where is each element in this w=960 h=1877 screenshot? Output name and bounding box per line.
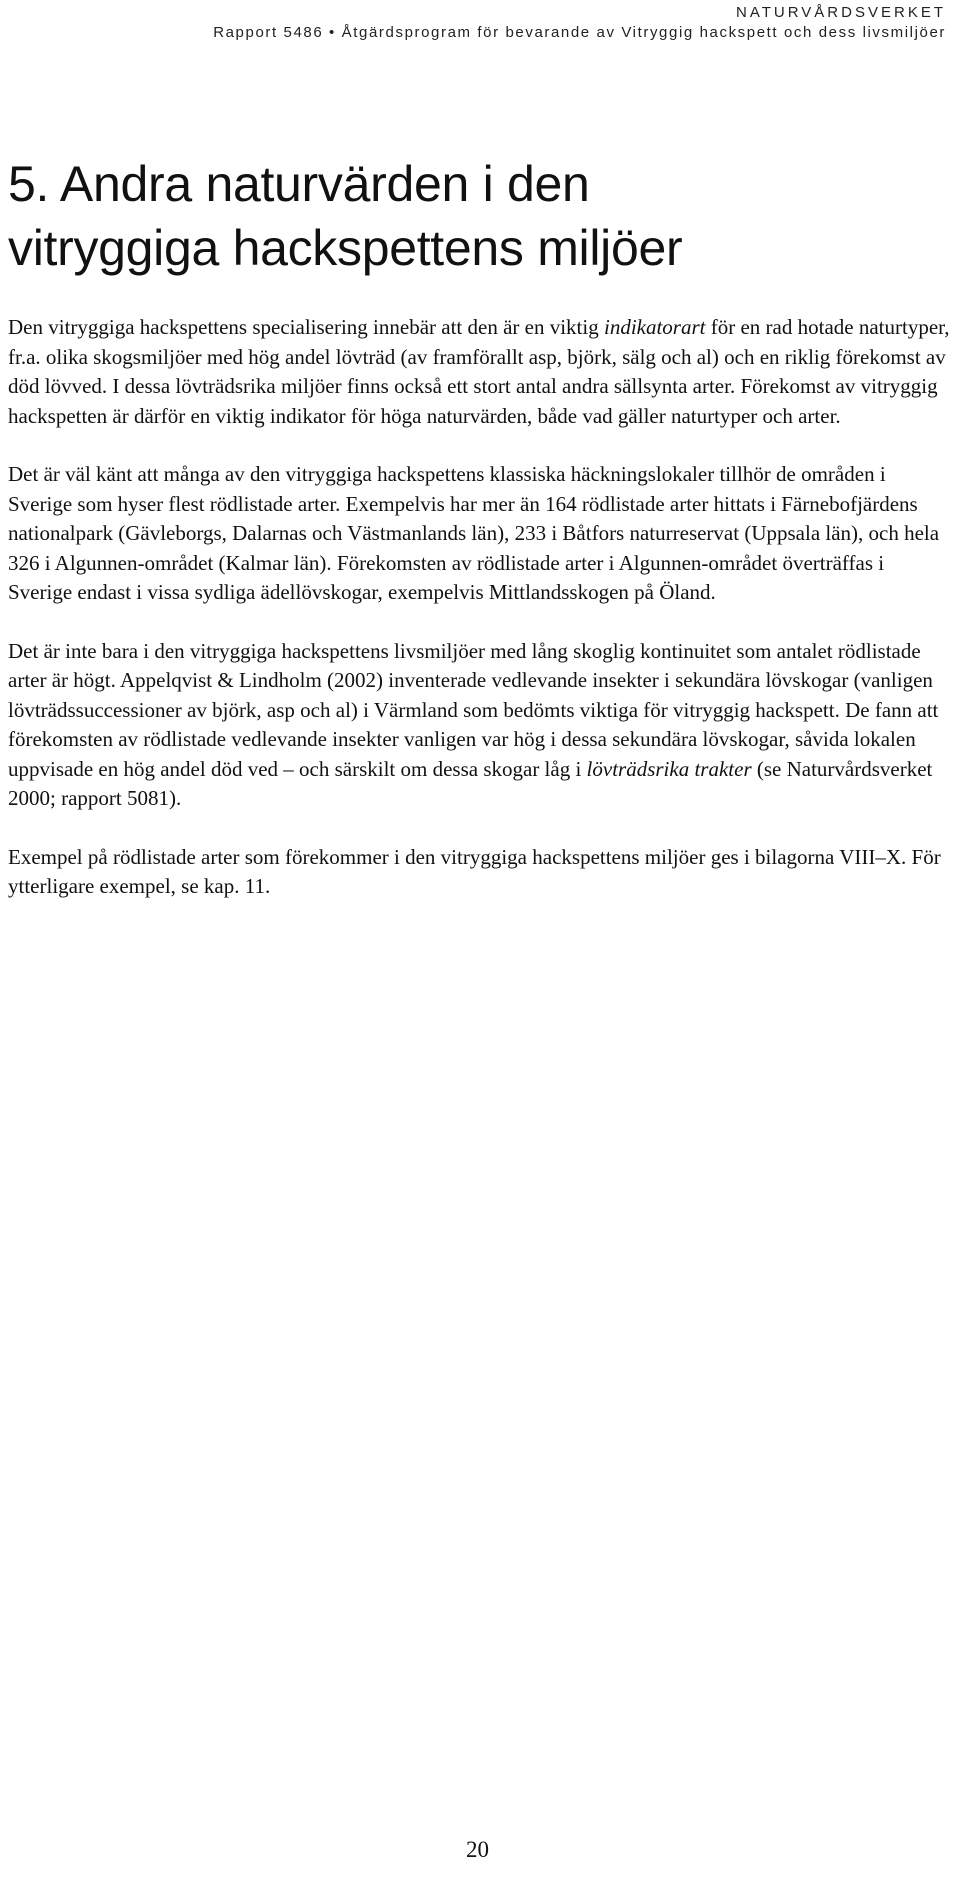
page-number: 20 <box>466 1837 489 1862</box>
chapter-title-line-1: 5. Andra naturvärden i den <box>8 156 590 212</box>
paragraph-4: Exempel på rödlistade arter som förekommer i den vitryggiga hackspettens miljöer ges i bilagorna VIII–X. För ytterligare exempel, se kap. 11. <box>8 844 941 898</box>
paragraph-3-text-b: (se Naturvårdsverket 2000; rapport 5081). <box>8 756 933 810</box>
body-text <box>8 313 953 931</box>
running-header <box>213 0 946 43</box>
chapter-title <box>8 152 908 280</box>
paragraph-1-italic-term: indikatorart <box>603 315 706 339</box>
paragraph-1-text-a: Den vitryggiga hackspettens specialisering innebär att den är en viktig <box>8 315 604 339</box>
header-organization: NATURVÅRDSVERKET <box>736 4 946 21</box>
header-report-line: Rapport 5486 • Åtgärdsprogram för bevarande av Vitryggig hackspett och dess livsmiljöer <box>213 24 946 41</box>
paragraph-1 <box>8 313 953 431</box>
paragraph-3 <box>8 637 953 814</box>
paragraph-1-text-b: för en rad hotade naturtyper, fr.a. olika skogsmiljöer med hög andel lövträd (av framförallt asp, björk, sälg och al) och en riklig förekomst av död lövved. I dessa lövträdsrika miljöer finns också ett stort antal andra sällsynta arter. Förekomst av vitryggig hackspetten är därför en viktig indikator för höga naturvärden, både vad gäller naturtyper och arter. <box>8 315 950 428</box>
chapter-title-line-2: vitryggiga hackspettens miljöer <box>8 220 683 276</box>
paragraph-3-italic-term: lövträdsrika trakter <box>586 756 752 781</box>
paragraph-2: Det är väl känt att många av den vitryggiga hackspettens klassiska häckningslokaler tillhör de områden i Sverige som hyser flest rödlistade arter. Exempelvis har mer än 164 rödlistade arter hittats i Färnebofjärdens nationalpark (Gävleborgs, Dalarnas och Västmanlands län), 233 i Båtfors naturreservat (Uppsala län), och hela 326 i Algunnen-området (Kalmar län). Förekomsten av rödlistade arter i Algunnen-området överträffas i Sverige endast i vissa sydliga ädellövskogar, exempelvis Mittlandsskogen på Öland. <box>8 462 940 604</box>
paragraph-3-text-a: Det är inte bara i den vitryggiga hackspettens livsmiljöer med lång skoglig kontinuitet som antalet rödlistade arter är högt. Appelqvist & Lindholm (2002) inventerade vedlevande insekter i sekundära lövskogar (vanligen lövträdssuccessioner av björk, asp och al) i Värmland som bedömts viktiga för vitryggig hackspett. De fann att förekomsten av rödlistade vedlevande insekter vanligen var hög i dessa sekundära lövskogar, såvida lokalen uppvisade en hög andel död ved – och särskilt om dessa skogar låg i <box>8 638 939 781</box>
